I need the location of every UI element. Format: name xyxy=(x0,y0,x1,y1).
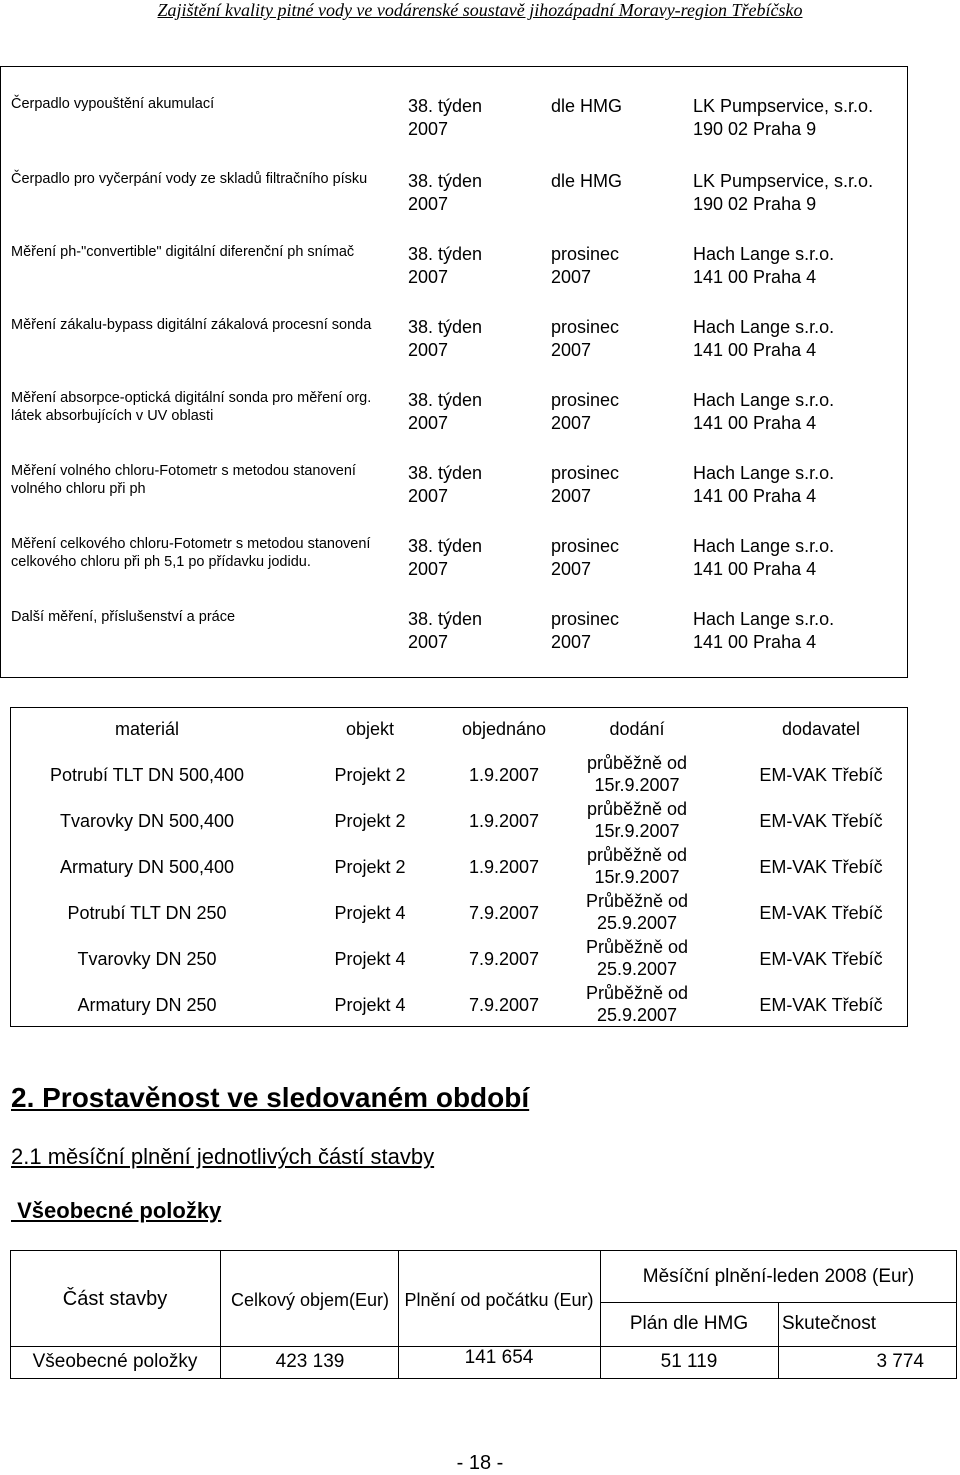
delivery-cell: průběžně od xyxy=(586,753,688,773)
equipment-table xyxy=(0,66,908,678)
date-cell-line: prosinec xyxy=(551,609,620,629)
week-cell-line: 2007 xyxy=(408,486,449,506)
page-header xyxy=(0,0,960,30)
material-cell: Potrubí TLT DN 500,400 xyxy=(49,765,245,785)
row-plan: 51 119 xyxy=(660,1351,718,1372)
supplier-cell-line: Hach Lange s.r.o. xyxy=(693,609,835,629)
supplier-cell-line: 190 02 Praha 9 xyxy=(693,194,817,214)
date-cell xyxy=(551,316,671,362)
date-cell xyxy=(551,535,671,581)
supplier-cell xyxy=(693,95,903,141)
delivery-cell: 25.9.2007 xyxy=(596,959,678,979)
column-header: dodání xyxy=(609,719,665,739)
header-part: Část stavby xyxy=(62,1288,168,1310)
item-description: Čerpadlo vypouštění akumulací xyxy=(11,96,215,112)
delivery-cell: 25.9.2007 xyxy=(596,1005,678,1025)
row-actual: 3 774 xyxy=(876,1351,924,1372)
week-cell-line: 2007 xyxy=(408,632,449,652)
item-description: Měření volného chloru-Fotometr s metodou stanovení volného chloru při ph xyxy=(11,463,356,497)
week-cell-line: 38. týden xyxy=(408,390,483,410)
delivery-cell: 15r.9.2007 xyxy=(594,867,680,887)
date-cell-line: 2007 xyxy=(551,559,592,579)
week-cell xyxy=(408,608,528,654)
item-description: Měření zákalu-bypass digitální zákalová procesní sonda xyxy=(11,317,372,333)
supplier-cell: EM-VAK Třebíč xyxy=(759,811,883,831)
item-description: Měření absorpce-optická digitální sonda pro měření org. látek absorbujících v UV oblasti xyxy=(11,390,372,424)
week-cell-line: 2007 xyxy=(408,340,449,360)
supplier-cell-line: LK Pumpservice, s.r.o. xyxy=(693,96,874,116)
column-header: objekt xyxy=(345,719,395,739)
supplier-cell xyxy=(693,316,903,362)
supplier-cell-line: 190 02 Praha 9 xyxy=(693,119,817,139)
week-cell-line: 38. týden xyxy=(408,171,483,191)
supplier-cell: EM-VAK Třebíč xyxy=(759,765,883,785)
supplier-cell-line: Hach Lange s.r.o. xyxy=(693,463,835,483)
date-cell-line: 2007 xyxy=(551,413,592,433)
date-cell xyxy=(551,243,671,289)
supplier-cell-line: 141 00 Praha 4 xyxy=(693,559,817,579)
material-cell: Tvarovky DN 250 xyxy=(77,949,217,969)
delivery-cell: 15r.9.2007 xyxy=(594,821,680,841)
date-cell-line: dle HMG xyxy=(551,171,623,191)
supplier-cell: EM-VAK Třebíč xyxy=(759,903,883,923)
object-cell: Projekt 4 xyxy=(334,903,406,923)
week-cell-line: 2007 xyxy=(408,267,449,287)
supplier-cell xyxy=(693,535,903,581)
date-cell xyxy=(551,608,671,654)
supplier-cell-line: 141 00 Praha 4 xyxy=(693,340,817,360)
ordered-cell: 7.9.2007 xyxy=(468,995,540,1015)
supplier-cell-line: Hach Lange s.r.o. xyxy=(693,536,835,556)
supplier-cell-line: Hach Lange s.r.o. xyxy=(693,317,835,337)
supplier-cell xyxy=(693,389,903,435)
header-title: Zajištění kvality pitné vody ve vodárenské soustavě jihozápadní Moravy-region Třebíčsko xyxy=(157,0,803,20)
delivery-cell: Průběžně od xyxy=(585,891,689,911)
supplier-cell-line: 141 00 Praha 4 xyxy=(693,632,817,652)
date-cell-line: prosinec xyxy=(551,317,620,337)
supplier-cell: EM-VAK Třebíč xyxy=(759,995,883,1015)
row-progress: 141 654 xyxy=(464,1347,534,1368)
delivery-cell: průběžně od xyxy=(586,845,688,865)
page-number: - 18 - xyxy=(456,1452,504,1474)
supplier-cell xyxy=(693,608,903,654)
col-divider xyxy=(220,1250,221,1379)
item-description: Měření ph-"convertible" digitální diferenční ph snímač xyxy=(11,244,355,260)
supplier-cell-line: 141 00 Praha 4 xyxy=(693,413,817,433)
ordered-cell: 1.9.2007 xyxy=(468,811,540,831)
week-cell xyxy=(408,243,528,289)
date-cell-line: 2007 xyxy=(551,267,592,287)
week-cell xyxy=(408,316,528,362)
date-cell-line: dle HMG xyxy=(551,96,623,116)
row-part: Všeobecné položky xyxy=(32,1351,198,1372)
week-cell-line: 2007 xyxy=(408,119,449,139)
delivery-cell: průběžně od xyxy=(586,799,688,819)
item-description: Čerpadlo pro vyčerpání vody ze skladů filtračního písku xyxy=(11,171,368,187)
supplier-cell xyxy=(693,170,903,216)
ordered-cell: 7.9.2007 xyxy=(468,949,540,969)
date-cell-line: 2007 xyxy=(551,486,592,506)
supplier-cell: EM-VAK Třebíč xyxy=(759,857,883,877)
date-cell-line xyxy=(551,118,671,141)
item-description: Měření celkového chloru-Fotometr s metodou stanovení celkového chloru při ph 5,1 po přídavku jodidu. xyxy=(11,536,371,570)
week-cell-line: 2007 xyxy=(408,559,449,579)
header-plan: Plán dle HMG xyxy=(629,1313,749,1334)
column-header: objednáno xyxy=(461,719,547,739)
delivery-cell: 15r.9.2007 xyxy=(594,775,680,795)
materials-table xyxy=(10,707,908,1027)
delivery-cell: Průběžně od xyxy=(585,937,689,957)
object-cell: Projekt 4 xyxy=(334,949,406,969)
ordered-cell: 7.9.2007 xyxy=(468,903,540,923)
supplier-cell-line: Hach Lange s.r.o. xyxy=(693,244,835,264)
supplier-cell-line: 141 00 Praha 4 xyxy=(693,267,817,287)
date-cell xyxy=(551,389,671,435)
row-total: 423 139 xyxy=(275,1351,345,1372)
supplier-cell-line: Hach Lange s.r.o. xyxy=(693,390,835,410)
material-cell: Tvarovky DN 500,400 xyxy=(59,811,235,831)
header-total: Celkový objem(Eur) xyxy=(230,1290,390,1310)
col-divider xyxy=(778,1302,779,1379)
week-cell-line: 2007 xyxy=(408,194,449,214)
week-cell xyxy=(408,389,528,435)
date-cell-line: prosinec xyxy=(551,463,620,483)
subsection-title: Všeobecné položky xyxy=(11,1198,222,1223)
week-cell-line: 38. týden xyxy=(408,96,483,116)
week-cell xyxy=(408,170,528,216)
material-cell: Armatury DN 250 xyxy=(77,995,217,1015)
week-cell-line: 2007 xyxy=(408,413,449,433)
date-cell-line: prosinec xyxy=(551,536,620,556)
header-actual: Skutečnost xyxy=(782,1313,876,1334)
delivery-cell: Průběžně od xyxy=(585,983,689,1003)
object-cell: Projekt 2 xyxy=(334,811,406,831)
supplier-cell: EM-VAK Třebíč xyxy=(759,949,883,969)
item-description: Další měření, příslušenství a práce xyxy=(11,609,236,625)
week-cell-line: 38. týden xyxy=(408,536,483,556)
header-progress: Plnění od počátku (Eur) xyxy=(404,1290,594,1310)
object-cell: Projekt 2 xyxy=(334,857,406,877)
date-cell-line: prosinec xyxy=(551,390,620,410)
date-cell xyxy=(551,170,671,216)
week-cell-line: 38. týden xyxy=(408,463,483,483)
date-cell xyxy=(551,95,671,141)
ordered-cell: 1.9.2007 xyxy=(468,857,540,877)
week-cell-line: 38. týden xyxy=(408,244,483,264)
header-month: Měsíční plnění-leden 2008 (Eur) xyxy=(642,1266,915,1287)
week-cell-line: 38. týden xyxy=(408,609,483,629)
object-cell: Projekt 2 xyxy=(334,765,406,785)
delivery-cell: 25.9.2007 xyxy=(596,913,678,933)
week-cell xyxy=(408,535,528,581)
material-cell: Potrubí TLT DN 250 xyxy=(67,903,227,923)
week-cell xyxy=(408,462,528,508)
supplier-cell-line: LK Pumpservice, s.r.o. xyxy=(693,171,874,191)
material-cell: Armatury DN 500,400 xyxy=(59,857,235,877)
object-cell: Projekt 4 xyxy=(334,995,406,1015)
date-cell-line xyxy=(551,193,671,216)
section-title: 2. Prostavěnost ve sledovaném období xyxy=(11,1082,530,1113)
supplier-cell xyxy=(693,243,903,289)
date-cell-line: 2007 xyxy=(551,340,592,360)
column-header: dodavatel xyxy=(781,719,861,739)
section-subtitle: 2.1 měsíční plnění jednotlivých částí stavby xyxy=(11,1144,435,1169)
week-cell-line: 38. týden xyxy=(408,317,483,337)
date-cell xyxy=(551,462,671,508)
supplier-cell xyxy=(693,462,903,508)
ordered-cell: 1.9.2007 xyxy=(468,765,540,785)
week-cell xyxy=(408,95,528,141)
date-cell-line: prosinec xyxy=(551,244,620,264)
supplier-cell-line: 141 00 Praha 4 xyxy=(693,486,817,506)
column-header: materiál xyxy=(114,719,180,739)
date-cell-line: 2007 xyxy=(551,632,592,652)
